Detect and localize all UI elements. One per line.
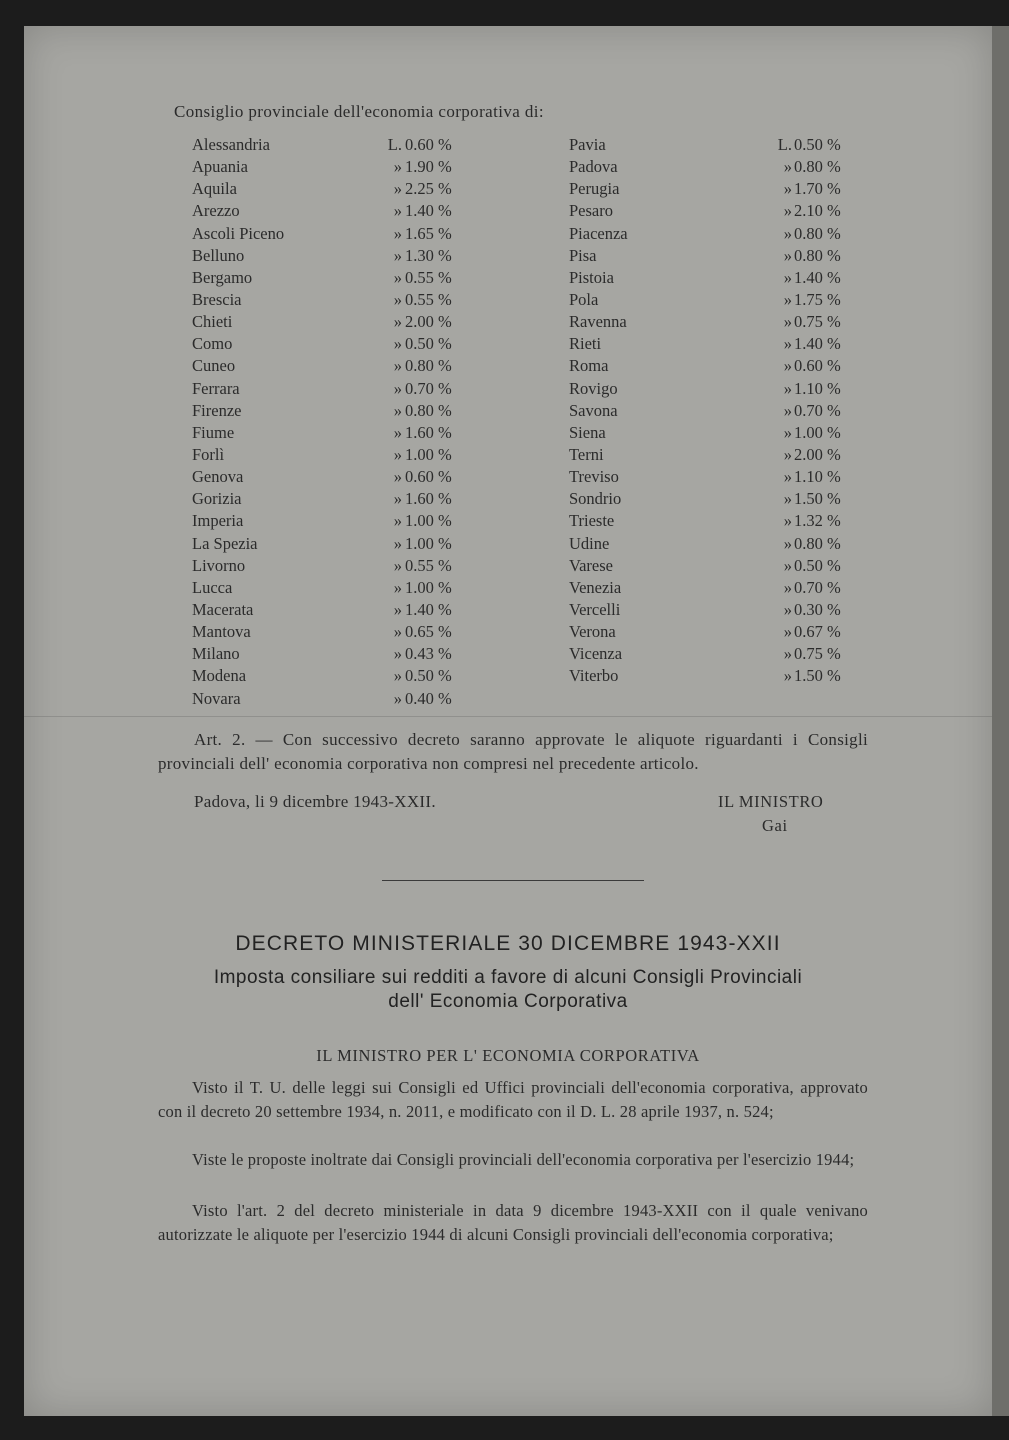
currency-mark: » (393, 467, 402, 487)
rate-value: 2.00 % (794, 444, 841, 464)
currency-mark: » (393, 157, 402, 177)
rate-value: 1.90 % (405, 157, 452, 177)
province-name: Livorno (192, 555, 246, 575)
province-name: Alessandria (192, 135, 270, 154)
currency-mark: » (783, 356, 792, 376)
currency-mark: » (783, 201, 792, 221)
rate-value: 0.80 % (794, 223, 841, 243)
rate-value: 1.40 % (405, 599, 452, 619)
province-name: Ferrara (192, 378, 240, 398)
rate-value: 2.00 % (405, 312, 452, 332)
currency-mark: » (393, 267, 402, 287)
currency-mark: » (393, 400, 402, 420)
currency-mark: » (783, 378, 792, 398)
section-divider (382, 880, 644, 881)
province-name: Modena (192, 666, 247, 686)
currency-mark: » (393, 511, 402, 531)
province-name: Bergamo (192, 267, 253, 287)
province-name: Udine (569, 533, 610, 553)
rate-value: 0.70 % (794, 400, 841, 420)
province-name: Chieti (192, 312, 233, 332)
currency-mark: » (783, 422, 792, 442)
rate-value: 1.30 % (405, 245, 452, 265)
province-name: Arezzo (192, 201, 240, 221)
province-name: Novara (192, 688, 241, 708)
province-name: Belluno (192, 245, 245, 265)
rate-value: 1.40 % (794, 334, 841, 354)
rate-value: 0.40 % (405, 688, 452, 708)
currency-mark: » (783, 400, 792, 420)
province-name: Venezia (569, 577, 622, 597)
rate-value: 0.70 % (405, 378, 452, 398)
currency-mark: » (393, 223, 402, 243)
currency-mark: » (783, 444, 792, 464)
currency-mark: » (783, 179, 792, 199)
rate-value: 0.75 % (794, 644, 841, 664)
rate-value: 1.00 % (405, 577, 452, 597)
rate-value: 0.43 % (405, 644, 452, 664)
rate-value: 0.67 % (794, 622, 841, 642)
province-name: Pavia (569, 135, 606, 154)
currency-mark: » (783, 489, 792, 509)
province-name: Imperia (192, 511, 244, 531)
rate-value: 1.50 % (794, 666, 841, 686)
province-name: Perugia (569, 179, 620, 199)
province-name: Treviso (569, 467, 619, 487)
province-name: Pesaro (569, 201, 613, 221)
currency-mark: » (783, 622, 792, 642)
currency-mark: » (393, 356, 402, 376)
currency-mark: L. (777, 135, 792, 154)
decree-heading: DECRETO MINISTERIALE 30 DICEMBRE 1943-XXII (235, 932, 781, 955)
rate-value: 2.10 % (794, 201, 841, 221)
province-name: Brescia (192, 289, 242, 309)
province-name: Forlì (192, 444, 225, 464)
currency-mark: » (783, 312, 792, 332)
province-name: Verona (569, 622, 616, 642)
rate-value: 0.55 % (405, 267, 452, 287)
province-name: Aquila (192, 179, 237, 199)
currency-mark: » (783, 467, 792, 487)
currency-mark: » (783, 644, 792, 664)
rate-value: 1.00 % (405, 533, 452, 553)
rate-value: 1.50 % (794, 489, 841, 509)
currency-mark: » (783, 533, 792, 553)
province-name: Cuneo (192, 356, 236, 376)
rate-value: 1.60 % (405, 489, 452, 509)
province-name: Trieste (569, 511, 615, 531)
province-name: Fiume (192, 422, 235, 442)
currency-mark: » (393, 179, 402, 199)
province-name: Gorizia (192, 489, 242, 509)
currency-mark: » (783, 511, 792, 531)
province-name: Apuania (192, 157, 248, 177)
rate-value: 0.50 % (405, 666, 452, 686)
rate-value: 1.75 % (794, 289, 841, 309)
province-name: Genova (192, 467, 244, 487)
currency-mark: » (393, 644, 402, 664)
province-name: Ascoli Piceno (192, 223, 285, 243)
rate-value: 0.30 % (794, 599, 841, 619)
currency-mark: » (393, 577, 402, 597)
rate-value: 1.10 % (794, 467, 841, 487)
rate-value: 0.50 % (405, 334, 452, 354)
rate-value: 0.60 % (794, 356, 841, 376)
article-2-paragraph: Art. 2. — Con successivo decreto saranno approvate le aliquote riguardanti i Consigli provinciali dell' economia corporativa non compresi nel precedente articolo. (158, 730, 868, 773)
currency-mark: » (393, 599, 402, 619)
currency-mark: » (393, 334, 402, 354)
province-name: Ravenna (569, 312, 627, 332)
rate-value: 1.65 % (405, 223, 452, 243)
rate-value: 1.00 % (405, 444, 452, 464)
rate-value: 0.60 % (405, 135, 452, 154)
rate-value: 1.10 % (794, 378, 841, 398)
currency-mark: » (783, 157, 792, 177)
currency-mark: » (783, 223, 792, 243)
currency-mark: » (393, 245, 402, 265)
rate-value: 0.80 % (405, 400, 452, 420)
decree-paragraph-1: Visto il T. U. delle leggi sui Consigli ed Uffici provinciali dell'economia corporativa, approvato con il decreto 20 settembre 1934, n. 2011, e modificato con il D. L. 28 aprile 1937, n. 524; (158, 1078, 868, 1121)
rate-value: 1.40 % (794, 267, 841, 287)
rate-value: 0.55 % (405, 289, 452, 309)
rate-value: 1.60 % (405, 422, 452, 442)
currency-mark: » (783, 267, 792, 287)
currency-mark: » (393, 289, 402, 309)
document-page (24, 26, 992, 1416)
province-name: Macerata (192, 599, 254, 619)
intro-line: Consiglio provinciale dell'economia corporativa di: (174, 102, 544, 121)
rate-value: 1.00 % (794, 422, 841, 442)
province-name: Pisa (569, 245, 597, 265)
province-name: Varese (569, 555, 613, 575)
page-edge-shadow (992, 26, 1009, 1416)
province-name: Rieti (569, 334, 602, 354)
rate-value: 1.32 % (794, 511, 841, 531)
province-name: Terni (569, 444, 604, 464)
rate-value: 0.65 % (405, 622, 452, 642)
signature-place-date: Padova, li 9 dicembre 1943-XXII. (194, 792, 436, 811)
signature-title: IL MINISTRO (718, 792, 824, 811)
province-name: Savona (569, 400, 618, 420)
rate-value: 0.80 % (794, 533, 841, 553)
rate-value: 0.55 % (405, 555, 452, 575)
province-name: Milano (192, 644, 240, 664)
rate-value: 1.00 % (405, 511, 452, 531)
rate-value: 0.80 % (794, 157, 841, 177)
currency-mark: » (393, 666, 402, 686)
currency-mark: » (783, 577, 792, 597)
province-name: Lucca (192, 577, 233, 597)
currency-mark: » (783, 555, 792, 575)
province-name: Rovigo (569, 378, 618, 398)
decree-paragraph-2: Viste le proposte inoltrate dai Consigli provinciali dell'economia corporativa per l'esercizio 1944; (192, 1150, 855, 1169)
currency-mark: L. (387, 135, 402, 154)
currency-mark: » (393, 378, 402, 398)
currency-mark: » (393, 533, 402, 553)
currency-mark: » (783, 666, 792, 686)
minister-heading: IL MINISTRO PER L' ECONOMIA CORPORATIVA (316, 1046, 700, 1065)
currency-mark: » (783, 289, 792, 309)
province-name: Piacenza (569, 223, 628, 243)
rate-value: 2.25 % (405, 179, 452, 199)
rate-value: 1.40 % (405, 201, 452, 221)
province-name: La Spezia (192, 533, 258, 553)
province-name: Padova (569, 157, 618, 177)
province-name: Siena (569, 422, 606, 442)
rate-value: 0.50 % (794, 555, 841, 575)
currency-mark: » (393, 201, 402, 221)
decree-subheading-1: Imposta consiliare sui redditi a favore di alcuni Consigli Provinciali (213, 967, 803, 988)
currency-mark: » (393, 312, 402, 332)
currency-mark: » (393, 622, 402, 642)
currency-mark: » (393, 555, 402, 575)
province-name: Viterbo (569, 666, 619, 686)
province-name: Vercelli (569, 599, 621, 619)
province-name: Sondrio (569, 489, 622, 509)
province-name: Mantova (192, 622, 251, 642)
rate-value: 0.50 % (794, 135, 841, 154)
province-name: Pistoia (569, 267, 614, 287)
currency-mark: » (393, 422, 402, 442)
currency-mark: » (783, 599, 792, 619)
currency-mark: » (393, 489, 402, 509)
decree-subheading-2: dell' Economia Corporativa (388, 991, 628, 1012)
page-fold-line (24, 716, 992, 717)
rate-value: 0.80 % (794, 245, 841, 265)
decree-paragraph-3: Visto l'art. 2 del decreto ministeriale in data 9 dicembre 1943-XXII con il quale venivano autorizzate le aliquote per l'esercizio 1944 di alcuni Consigli provinciali dell'economia corporativa; (158, 1201, 868, 1244)
rate-value: 1.70 % (794, 179, 841, 199)
province-name: Como (192, 334, 233, 354)
rate-value: 0.75 % (794, 312, 841, 332)
province-name: Firenze (192, 400, 242, 420)
signature-name: Gai (762, 816, 788, 835)
currency-mark: » (783, 245, 792, 265)
province-name: Roma (569, 356, 609, 376)
province-name: Vicenza (569, 644, 623, 664)
rate-value: 0.80 % (405, 356, 452, 376)
rate-value: 0.60 % (405, 467, 452, 487)
currency-mark: » (393, 444, 402, 464)
province-name: Pola (569, 289, 599, 309)
rate-value: 0.70 % (794, 577, 841, 597)
currency-mark: » (783, 334, 792, 354)
currency-mark: » (393, 688, 402, 708)
